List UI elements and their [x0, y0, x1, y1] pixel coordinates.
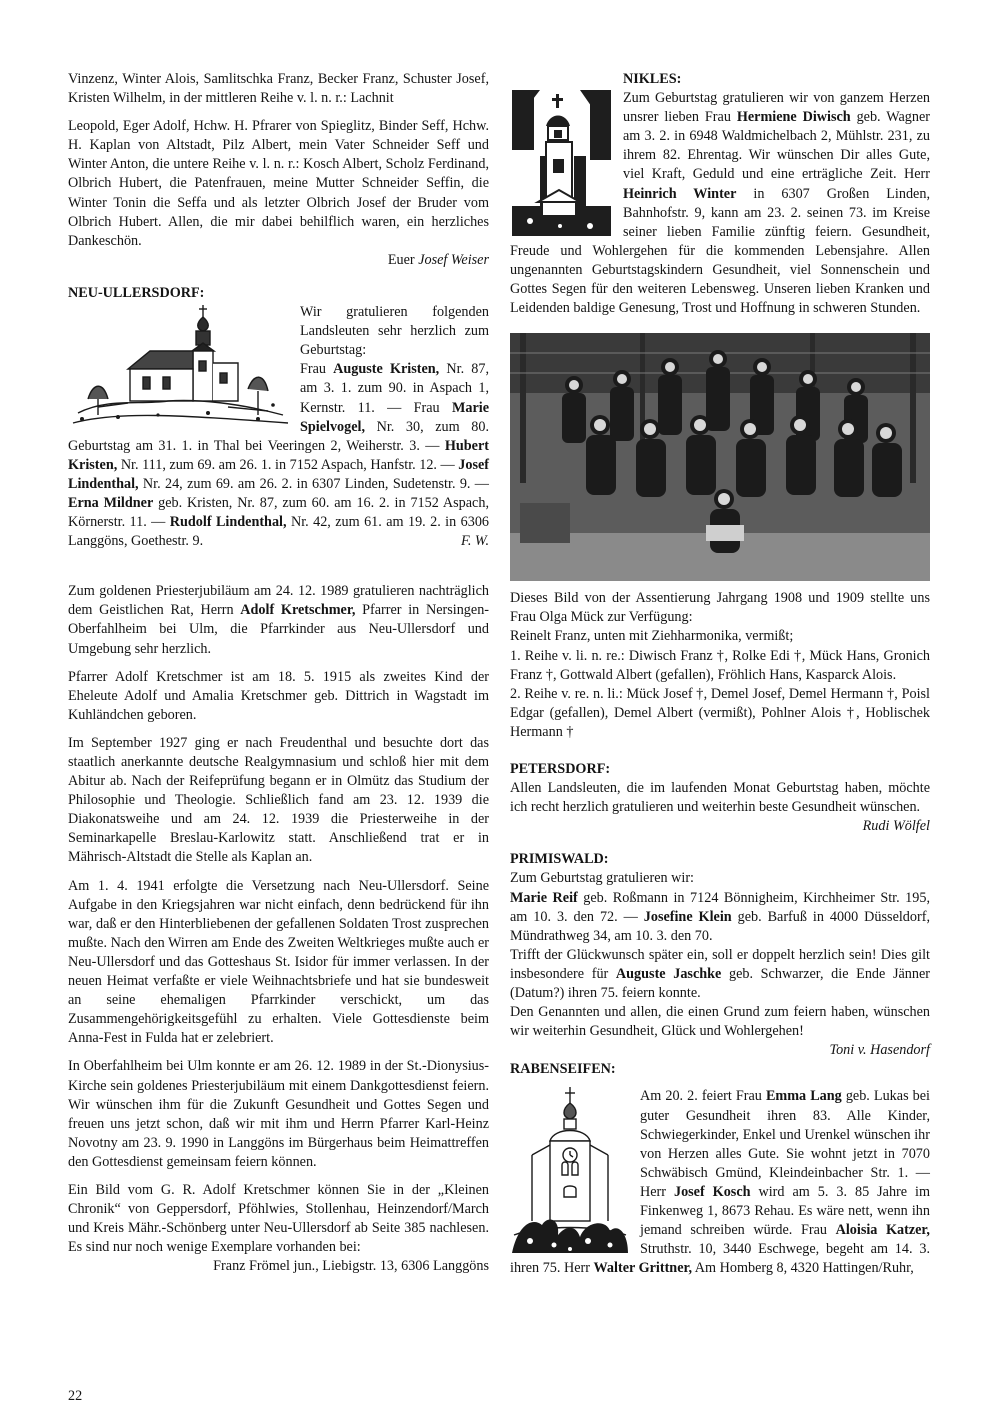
- kretschmer-paragraph-4: Am 1. 4. 1941 erfolgte die Versetzung nach Neu-Ullersdorf. Seine Aufgabe in den Kriegsjahren war nicht einfach, denn bedrückend für ihn war, daß er den Hinterbliebenen der gefallenen Soldaten Trost zusprechen mußte. Nach den Wirren am Ende des Zweiten Weltkrieges mußte auch er Neu-Ullersdorf und das Gotteshaus St. Isidor für immer verlassen. In der neuen Heimat verfaßte er viele Weihnachtsbriefe und hat sie bundesweit an seine ehemaligen Pfarrkinder verschickt, um das Zusammengehörigkeitsgefühl zu erhalten. Viele Gottesdienste beim Anna-Fest in Fulda hat er zelebriert.: [68, 877, 489, 1047]
- kretschmer-paragraph-1: Zum goldenen Priesterjubiläum am 24. 12. 1989 gratulieren nachträglich dem Geistlichen Rat, Herrn Adolf Kretschmer, Pfarrer in Nersingen-Oberfahlheim bei Ulm, die Pfarrkinder aus Neu-Ullersdorf und Umgebung sehr herzlich.: [68, 583, 490, 657]
- kretschmer-contact: Franz Frömel jun., Liebigstr. 13, 6306 Langgöns: [213, 1258, 489, 1275]
- right-column: [510, 70, 930, 1287]
- rabenseifen-greetings: Am 20. 2. feiert Frau Emma Lang geb. Lukas bei guter Gesundheit ihren 83. Alle Kinder, Schwiegerkinder, Enkel und Urenkel wünschen ihr von Herzen alles Gute. Sie wohnt jetzt in 7070 Schwäbisch Gmünd, Kleindeinbacher Str. 1. — Herr Josef Kosch wird am 5. 3. 85 Jahre im Finkenweg 1, 8673 Rehau. Es wäre nett, wenn ihn jemand schreiben würde. Frau Aloisia Katzer, Struthstr. 10, 3440 Eschwege, begeht am 14. 3. ihren 75. Herr Walter Grittner, Am Homberg 8, 4320 Hattingen/Ruhr,: [510, 1088, 931, 1277]
- section-neu-ullersdorf: [68, 284, 489, 560]
- left-column: [68, 70, 489, 1276]
- intro-paragraph-2: Leopold, Eger Adolf, Hchw. H. Pfrarer von Spieglitz, Binder Seff, Hchw. H. Kaplan von Altstadt, Pilz Albert, mein Vater Schneider Seff und Winter Anton, die untere Reihe v. l. n. r.: Kosch Albert, Scholz Ferdinand, Olbrich Hubert, die Patenfrauen, meine Mutter Schneider Seffin, die Winter Tonin die Seffa und als letzter Olbrich Josef der Bruder vom Olbrich Hubert. Allen, die mir dabei behilflich waren, ein herzliches Dankeschön.: [68, 118, 489, 249]
- neu-ullersdorf-signature: F. W.: [461, 533, 489, 550]
- section-rabenseifen: [510, 1060, 930, 1278]
- petersdorf-signature: Rudi Wölfel: [862, 818, 930, 835]
- kretschmer-paragraph-6: Ein Bild vom G. R. Adolf Kretschmer können Sie in der „Kleinen Chronik“ von Geppersdorf, Pföhlwies, Stollenhau, Heinzendorf/March und Kreis Mähr.-Schönberg unter Neu-Ullersdorf ab Seite 385 nachlesen. Es sind nur noch wenige Exemplare vorhanden bei:: [68, 1181, 489, 1256]
- intro-paragraph-1: Vinzenz, Winter Alois, Samlitschka Franz, Becker Franz, Schuster Josef, Kristen Wilhelm, in der mittleren Reihe v. l. n. r.: Lachnit: [68, 71, 489, 107]
- section-petersdorf: [510, 760, 930, 836]
- kretschmer-paragraph-3: Im September 1927 ging er nach Freudenthal und besuchte dort das staatlich anerkannte deutsche Realgymnasium und schloß hier mit dem Abitur ab. Nach der Reifeprüfung begann er in Olmütz das Studium der Philosophie und Theologie. Schließlich fand am 23. 12. 1939 die Diakonatsweihe und am 24. 12. 1939 die Priesterweihe in der Seminarkapelle Breslau-Karlowitz statt. Anschließend trat er in Mährisch-Altstadt die Stelle als Kaplan an.: [68, 734, 489, 866]
- chapel-woodcut-icon: [510, 86, 613, 238]
- section-primiswald: [510, 850, 930, 1060]
- nikles-heading: NIKLES:: [623, 71, 682, 87]
- petersdorf-heading: PETERSDORF:: [510, 760, 611, 777]
- nikles-greetings: Zum Geburtstag gratulieren wir von ganzem Herzen unsrer lieben Frau Hermiene Diwisch geb. Wagner am 3. 2. in 6948 Waldmichelbach 2, Mühlstr. 231, zu ihrem 82. Ehrentag. Wir wünschen Dir alles Gute, viel Kraft, Geduld und eine erträgliche Zeit. Herr Heinrich Winter in 6307 Großen Linden, Bahnhofstr. 9, kann am 23. 2. seinen 73. im Kreise seiner lieben Familie zünftig feiern. Gesundheit, Freude und Wohlergehen für die kommenden Lebensjahre. Allen ungenannten Geburtstagskindern Gesundheit, viel Sonnenschein und Gottes Segen für den weiteren Lebensweg. Unseren lieben Kranken und Leidenden baldige Genesung, Trost und Hoffnung in schweren Stunden.: [510, 90, 930, 317]
- group-photo: [510, 333, 930, 581]
- section-kretschmer: [68, 582, 489, 1276]
- section-nikles: [510, 70, 930, 327]
- kretschmer-paragraph-5: In Oberfahlheim bei Ulm konnte er am 26. 12. 1989 in der St.-Dionysius-Kirche sein goldenes Priesterjubiläum mit einem Dankgottesdienst feiern. Wir wünschen ihm für die Zukunft Gesundheit und Gottes Segen und freuen uns jetzt schon, daß wir mit ihm und Herrn Pfarrer Karl-Heinz Novotny am 23. 9. 1990 in Langgöns im Bürgerhaus beim Heimattreffen den Gottesdienst gemeinsam feiern können.: [68, 1058, 489, 1170]
- intro-signature: Euer Josef Weiser: [387, 251, 489, 268]
- kretschmer-paragraph-2: Pfarrer Adolf Kretschmer ist am 18. 5. 1915 als zweites Kind der Eheleute Adolf und Amalia Kretschmer geb. Dittrich in Wagstadt im Kuhländchen geboren.: [68, 668, 489, 723]
- church-tower-drawing-icon: [510, 1085, 630, 1255]
- page-number: 22: [68, 1388, 83, 1404]
- petersdorf-text: Allen Landsleuten, die im laufenden Monat Geburtstag haben, möchte ich recht herzlich gratulieren und weiterhin beste Gesundheit wünschen. Rudi Wölfel: [510, 779, 930, 817]
- primiswald-heading: PRIMISWALD:: [510, 851, 609, 868]
- neu-ullersdorf-heading: NEU-ULLERSDORF:: [68, 284, 205, 301]
- primiswald-signature: Toni v. Hasendorf: [829, 1042, 930, 1059]
- rabenseifen-heading: RABENSEIFEN:: [510, 1061, 616, 1078]
- church-drawing-icon: [68, 303, 290, 431]
- neu-ullersdorf-greetings: Wir gratulieren folgenden Landsleuten sehr herzlich zum Geburtstag: Frau Auguste Kristen, Nr. 87, am 3. 1. zum 90. in Aspach 1, Kernstr. 11. — Frau Marie Spielvogel, Nr. 30, zum 80. Geburtstag am 31. 1. in Thal bei Veeringen 2, Weiherstr. 3. — Hubert Kristen, Nr. 111, zum 69. am 26. 1. in 7152 Aspach, Hanfstr. 12. — Josef Lindenthal, Nr. 24, zum 69. am 26. 2. in 6307 Linden, Sudetenstr. 9. — Erna Mildner geb. Kristen, Nr. 87, zum 60. am 16. 2. in 7152 Aspach, Körnerstr. 11. — Rudolf Lindenthal, Nr. 42, zum 61. am 19. 2. in 6306 Langgöns, Goethestr. 9. F. W.: [68, 303, 489, 551]
- primiswald-text: Zum Geburtstag gratulieren wir: Marie Reif geb. Roßmann in 7124 Bönnigheim, Kirchheimer Str. 195, am 10. 3. den 72. — Josefine Klein geb. Barfuß in 4000 Düsseldorf, Mündrathweg 34, am 10. 3. den 70. Trifft der Glückwunsch später ein, soll er doppelt herzlich sein! Dies gilt insbesondere für Auguste Jaschke geb. Schwarzer, die Ende Jänner (Datum?) ihren 75. feiern konnte. Den Genannten und allen, die einen Grund zum feiern haben, wünschen wir weiterhin Gesundheit, Glück und Wohlergehen!: [510, 870, 930, 1040]
- photo-caption: Dieses Bild von der Assentierung Jahrgang 1908 und 1909 stellte uns Frau Olga Mück zur Verfügung: Reinelt Franz, unten mit Ziehharmonika, vermißt; 1. Reihe v. li. n. re.: Diwisch Franz †, Rolke Edi †, Mück Hans, Gronich Franz †, Gottwald Albert (gefallen), Fröhlich Hans, Kasparck Alois. 2. Reihe v. re. n. li.: Mück Josef †, Demel Josef, Demel Hermann †, Poisl Edgar (gefallen), Demel Albert (vermißt), Pohlner Alois †, Hoblischek Hermann †: [510, 590, 930, 740]
